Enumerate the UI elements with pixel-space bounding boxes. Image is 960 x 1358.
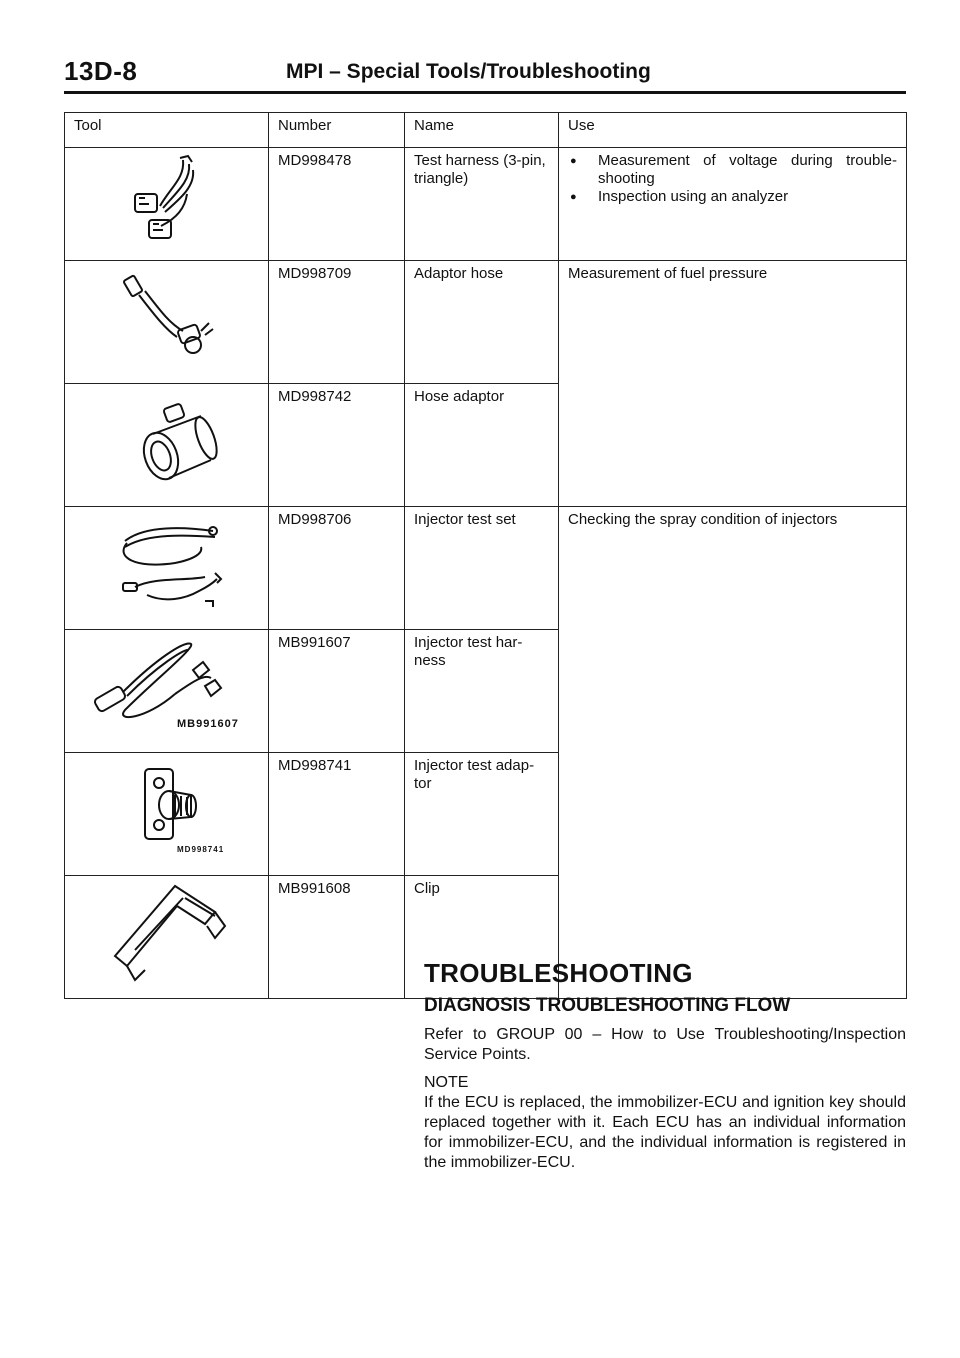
tool-name: Injector test adap-tor	[405, 753, 559, 876]
clip-icon	[65, 876, 269, 990]
tool-number: MD998709	[269, 261, 405, 384]
tool-name: Test harness (3-pin, triangle)	[405, 148, 559, 261]
column-header-tool: Tool	[65, 113, 269, 148]
tool-image-cell	[65, 630, 269, 753]
column-header-name: Name	[405, 113, 559, 148]
tool-image-cell	[65, 384, 269, 507]
page-header	[64, 56, 906, 90]
tool-name: Clip	[405, 876, 559, 999]
diagnosis-flow-heading: DIAGNOSIS TROUBLESHOOTING FLOW	[424, 995, 791, 1016]
table-header-row	[65, 113, 907, 148]
tool-figure-caption: MB991607	[177, 718, 239, 730]
column-header-use: Use	[559, 113, 907, 148]
page-number: 13D-8	[64, 56, 138, 86]
hose-adaptor-icon	[65, 384, 269, 506]
tool-use: Measurement of fuel pressure	[559, 261, 907, 507]
column-header-number: Number	[269, 113, 405, 148]
test-harness-icon	[65, 148, 269, 260]
tool-use	[559, 148, 907, 261]
tool-image-cell	[65, 876, 269, 999]
tool-number: MD998706	[269, 507, 405, 630]
table-row	[65, 261, 907, 384]
page-title: MPI – Special Tools/Troubleshooting	[286, 60, 651, 83]
tool-image-cell	[65, 261, 269, 384]
tool-figure-caption: MD998741	[177, 845, 225, 854]
tool-number: MB991608	[269, 876, 405, 999]
adaptor-hose-icon	[65, 261, 269, 383]
tool-image-cell	[65, 148, 269, 261]
refer-paragraph: Refer to GROUP 00 – How to Use Troubleshooting/Inspection Service Points.	[424, 1026, 906, 1063]
tool-name: Adaptor hose	[405, 261, 559, 384]
special-tools-table	[64, 112, 907, 999]
note-label: NOTE	[424, 1074, 469, 1091]
injector-test-set-icon	[65, 507, 269, 621]
tool-number: MD998478	[269, 148, 405, 261]
tool-name: Hose adaptor	[405, 384, 559, 507]
tool-use-item: ● Inspection using an analyzer	[568, 188, 897, 206]
tool-number: MD998741	[269, 753, 405, 876]
table-row	[65, 148, 907, 261]
tool-use: Checking the spray condition of injectors	[559, 507, 907, 999]
tool-use-item: ● Measurement of voltage during trouble-shooting	[568, 152, 897, 188]
tool-number: MB991607	[269, 630, 405, 753]
header-rule	[64, 91, 906, 94]
tool-image-cell	[65, 753, 269, 876]
troubleshooting-heading: TROUBLESHOOTING	[424, 958, 693, 988]
tool-image-cell	[65, 507, 269, 630]
injector-test-adaptor-icon	[65, 753, 269, 863]
note-paragraph: If the ECU is replaced, the immobilizer-ECU and ignition key should replaced together with it. Each ECU has an individual information for immobilizer-ECU, and the individual information is registered in the immobilizer-ECU.	[424, 1094, 906, 1171]
tool-number: MD998742	[269, 384, 405, 507]
tool-name: Injector test set	[405, 507, 559, 630]
tool-name: Injector test har-ness	[405, 630, 559, 753]
troubleshooting-section	[424, 958, 906, 1181]
table-row	[65, 507, 907, 630]
